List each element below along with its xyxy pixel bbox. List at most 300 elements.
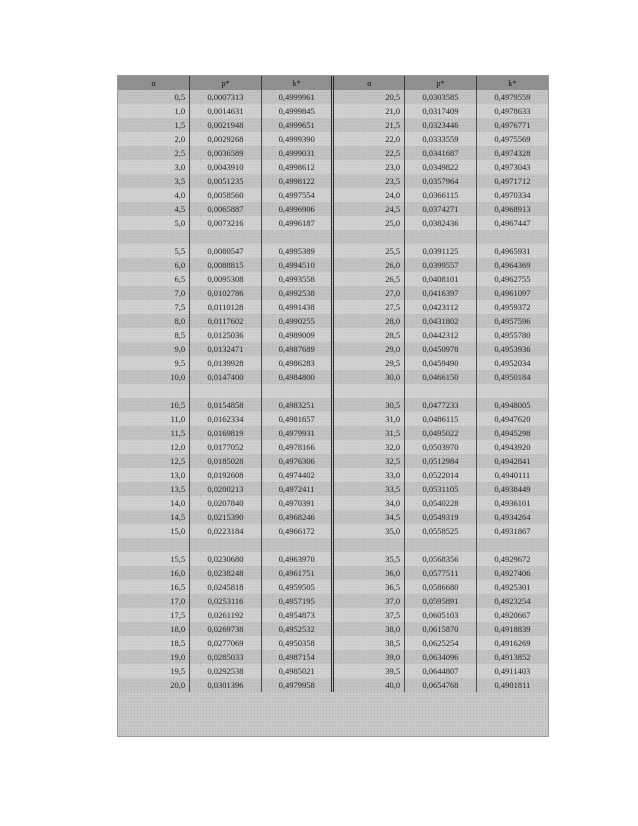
table-row	[118, 174, 548, 188]
cell-alpha-left: 6,0	[118, 258, 190, 272]
table-row	[118, 230, 548, 244]
table-row	[118, 356, 548, 370]
cell-k-right: 0,4952034	[494, 358, 531, 368]
cell-alpha-right: 37,5	[333, 608, 405, 622]
cell-p-right: 0,0317409	[405, 104, 477, 118]
table-row	[118, 650, 548, 664]
cell-alpha-right: 22,5	[333, 146, 405, 160]
cell-alpha-right: 33,5	[333, 482, 405, 496]
cell-alpha-left: 19,5	[118, 664, 190, 678]
cell-p-right: 0,0540228	[405, 496, 477, 510]
table-row	[118, 118, 548, 132]
cell-alpha-right: 33,0	[333, 468, 405, 482]
cell-k-right: 0,4957596	[494, 316, 531, 326]
cell-k-right: 0,4970334	[494, 190, 531, 200]
cell-alpha-left: 0,5	[118, 90, 190, 104]
cell-p-right: 0,0442312	[405, 328, 477, 342]
header-k-right: k*	[508, 78, 517, 88]
cell-alpha-left: 4,5	[118, 202, 190, 216]
cell-k-left: 0,4979931	[261, 426, 333, 440]
cell-k-right: 0,4918839	[494, 624, 531, 634]
cell-p-left: 0,0192608	[190, 468, 262, 482]
table-row	[118, 314, 548, 328]
table-row	[118, 468, 548, 482]
cell-alpha-right: 28,0	[333, 314, 405, 328]
cell-p-right: 0,0466150	[405, 370, 477, 384]
table-row	[118, 300, 548, 314]
cell-alpha-left: 7,5	[118, 300, 190, 314]
cell-alpha-right: 38,0	[333, 622, 405, 636]
cell-p-left: 0,0043910	[190, 160, 262, 174]
cell-alpha-right: 28,5	[333, 328, 405, 342]
cell-p-left: 0,0139928	[190, 356, 262, 370]
cell-p-right: 0,0423112	[405, 300, 477, 314]
cell-k-right: 0,4934264	[494, 512, 531, 522]
cell-p-left: 0,0065887	[190, 202, 262, 216]
cell-alpha-right: 31,0	[333, 412, 405, 426]
cell-alpha-left: 18,5	[118, 636, 190, 650]
cell-p-right: 0,0416397	[405, 286, 477, 300]
cell-k-left: 0,4998122	[261, 174, 333, 188]
header-p-right: p*	[405, 76, 477, 90]
cell-p-left: 0,0301396	[190, 678, 262, 692]
cell-k-right: 0,4938449	[494, 484, 531, 494]
cell-p-left: 0,0223184	[190, 524, 262, 538]
table-row	[118, 594, 548, 608]
cell-p-right: 0,0477233	[405, 398, 477, 412]
cell-alpha-right: 32,5	[333, 454, 405, 468]
cell-p-left: 0,0088815	[190, 258, 262, 272]
table-row	[118, 622, 548, 636]
cell-k-left: 0,4970391	[261, 496, 333, 510]
table-body	[118, 90, 548, 692]
cell-p-left: 0,0051235	[190, 174, 262, 188]
cell-k-left: 0,4979958	[261, 678, 333, 692]
table-row	[118, 384, 548, 398]
cell-alpha-left: 12,5	[118, 454, 190, 468]
cell-k-left: 0,4959505	[261, 580, 333, 594]
cell-alpha-right: 23,0	[333, 160, 405, 174]
cell-k-left: 0,4974402	[261, 468, 333, 482]
cell-p-left: 0,0261192	[190, 608, 262, 622]
cell-alpha-right: 34,0	[333, 496, 405, 510]
cell-p-right: 0,0605103	[405, 608, 477, 622]
cell-p-left: 0,0277069	[190, 636, 262, 650]
cell-p-right: 0,0323446	[405, 118, 477, 132]
cell-p-right: 0,0374271	[405, 202, 477, 216]
cell-p-left: 0,0132471	[190, 342, 262, 356]
cell-alpha-right: 25,5	[333, 244, 405, 258]
cell-k-right: 0,4964369	[494, 260, 531, 270]
cell-p-left: 0,0169819	[190, 426, 262, 440]
cell-k-right: 0,4901811	[494, 680, 531, 690]
cell-k-right	[476, 384, 548, 398]
cell-k-right: 0,4976771	[494, 120, 531, 130]
header-alpha-right: α	[333, 76, 405, 90]
cell-k-left: 0,4999390	[261, 132, 333, 146]
cell-p-left: 0,0253116	[190, 594, 262, 608]
cell-p-left: 0,0147400	[190, 370, 262, 384]
cell-alpha-right: 36,5	[333, 580, 405, 594]
table-row	[118, 244, 548, 258]
cell-k-left: 0,4961751	[261, 566, 333, 580]
cell-alpha-left: 1,0	[118, 104, 190, 118]
cell-k-right: 0,4911403	[494, 666, 531, 676]
table-row	[118, 188, 548, 202]
cell-alpha-left: 20,0	[118, 678, 190, 692]
table-row	[118, 412, 548, 426]
cell-p-right: 0,0586680	[405, 580, 477, 594]
cell-alpha-right: 29,5	[333, 356, 405, 370]
cell-k-left: 0,4987154	[261, 650, 333, 664]
table-header-row	[118, 76, 548, 90]
cell-alpha-left: 15,5	[118, 552, 190, 566]
cell-p-left: 0,0058560	[190, 188, 262, 202]
cell-p-right: 0,0568356	[405, 552, 477, 566]
cell-k-right: 0,4967447	[494, 218, 531, 228]
cell-p-right: 0,0341687	[405, 146, 477, 160]
cell-alpha-left	[118, 230, 190, 244]
table-row	[118, 454, 548, 468]
cell-k-right: 0,4974328	[494, 148, 531, 158]
header-alpha-left: α	[118, 76, 190, 90]
cell-k-right: 0,4931867	[494, 526, 531, 536]
table-row	[118, 426, 548, 440]
cell-alpha-left: 7,0	[118, 286, 190, 300]
cell-p-right: 0,0595891	[405, 594, 477, 608]
table-row	[118, 146, 548, 160]
cell-k-left: 0,4950358	[261, 636, 333, 650]
cell-k-left: 0,4992538	[261, 286, 333, 300]
cell-p-left: 0,0185028	[190, 454, 262, 468]
cell-p-right: 0,0495022	[405, 426, 477, 440]
cell-alpha-left: 9,0	[118, 342, 190, 356]
table-row	[118, 580, 548, 594]
cell-alpha-right: 26,0	[333, 258, 405, 272]
cell-p-right: 0,0625254	[405, 636, 477, 650]
cell-p-right: 0,0654768	[405, 678, 477, 692]
cell-alpha-right: 29,0	[333, 342, 405, 356]
cell-p-left: 0,0014631	[190, 104, 262, 118]
cell-p-right: 0,0558525	[405, 524, 477, 538]
cell-alpha-left: 5,0	[118, 216, 190, 230]
cell-p-left: 0,0007313	[190, 90, 262, 104]
cell-k-left: 0,4952532	[261, 622, 333, 636]
table-row	[118, 552, 548, 566]
cell-p-right: 0,0408101	[405, 272, 477, 286]
cell-k-right: 0,4965931	[494, 246, 531, 256]
cell-k-right: 0,4920667	[494, 610, 531, 620]
cell-alpha-right: 31,5	[333, 426, 405, 440]
cell-alpha-left: 8,5	[118, 328, 190, 342]
cell-k-left: 0,4976306	[261, 454, 333, 468]
cell-k-left: 0,4968246	[261, 510, 333, 524]
cell-p-left: 0,0125036	[190, 328, 262, 342]
cell-p-left: 0,0021948	[190, 118, 262, 132]
cell-k-right: 0,4925301	[494, 582, 531, 592]
cell-p-right: 0,0615870	[405, 622, 477, 636]
cell-alpha-right: 24,0	[333, 188, 405, 202]
cell-k-left: 0,4989009	[261, 328, 333, 342]
cell-k-left: 0,4991438	[261, 300, 333, 314]
cell-p-left	[190, 538, 262, 552]
cell-p-right: 0,0399557	[405, 258, 477, 272]
cell-p-left: 0,0029268	[190, 132, 262, 146]
cell-p-right: 0,0644807	[405, 664, 477, 678]
cell-k-right: 0,4913852	[494, 652, 531, 662]
cell-k-left: 0,4985021	[261, 664, 333, 678]
cell-k-right: 0,4959372	[494, 302, 531, 312]
scanned-table-page	[118, 76, 548, 736]
cell-p-left: 0,0036589	[190, 146, 262, 160]
cell-k-left: 0,4990255	[261, 314, 333, 328]
cell-p-left: 0,0162334	[190, 412, 262, 426]
cell-alpha-left: 19,0	[118, 650, 190, 664]
cell-alpha-right: 25,0	[333, 216, 405, 230]
table-row	[118, 678, 548, 692]
cell-p-right: 0,0549319	[405, 510, 477, 524]
cell-k-left: 0,4999651	[261, 118, 333, 132]
cell-p-right: 0,0577511	[405, 566, 477, 580]
cell-k-right: 0,4978633	[494, 106, 531, 116]
table-row	[118, 636, 548, 650]
cell-p-left: 0,0102786	[190, 286, 262, 300]
cell-p-right: 0,0366115	[405, 188, 477, 202]
cell-alpha-right: 20,5	[333, 90, 405, 104]
cell-p-right: 0,0522014	[405, 468, 477, 482]
cell-k-right: 0,4971712	[494, 176, 531, 186]
cell-alpha-right: 40,0	[333, 678, 405, 692]
cell-k-right: 0,4973043	[494, 162, 531, 172]
cell-p-left: 0,0177052	[190, 440, 262, 454]
cell-k-right: 0,4968913	[494, 204, 531, 214]
cell-alpha-left: 8,0	[118, 314, 190, 328]
cell-k-right: 0,4923254	[494, 596, 531, 606]
cell-alpha-right: 27,0	[333, 286, 405, 300]
cell-k-left: 0,4997554	[261, 188, 333, 202]
table-row	[118, 664, 548, 678]
cell-k-right: 0,4947620	[494, 414, 531, 424]
cell-k-left: 0,4981657	[261, 412, 333, 426]
table-row	[118, 524, 548, 538]
cell-alpha-left: 5,5	[118, 244, 190, 258]
cell-k-right: 0,4979559	[494, 92, 531, 102]
cell-k-left: 0,4954873	[261, 608, 333, 622]
cell-p-right: 0,0391125	[405, 244, 477, 258]
cell-p-right: 0,0503970	[405, 440, 477, 454]
cell-alpha-right: 21,0	[333, 104, 405, 118]
header-p-left: p*	[190, 76, 262, 90]
table-row	[118, 216, 548, 230]
cell-alpha-right: 27,5	[333, 300, 405, 314]
cell-alpha-right: 35,5	[333, 552, 405, 566]
cell-alpha-left	[118, 384, 190, 398]
cell-alpha-left: 12,0	[118, 440, 190, 454]
cell-p-left: 0,0200213	[190, 482, 262, 496]
cell-p-left: 0,0215390	[190, 510, 262, 524]
cell-p-left: 0,0207840	[190, 496, 262, 510]
cell-k-right: 0,4948005	[494, 400, 531, 410]
cell-p-left: 0,0073216	[190, 216, 262, 230]
cell-alpha-right: 30,0	[333, 370, 405, 384]
cell-alpha-left: 16,0	[118, 566, 190, 580]
cell-k-left: 0,4978166	[261, 440, 333, 454]
cell-k-left: 0,4963970	[261, 552, 333, 566]
cell-alpha-right: 24,5	[333, 202, 405, 216]
table-row	[118, 160, 548, 174]
cell-k-left: 0,4986283	[261, 356, 333, 370]
table-row	[118, 202, 548, 216]
cell-alpha-left: 17,0	[118, 594, 190, 608]
cell-alpha-left: 10,0	[118, 370, 190, 384]
cell-alpha-left: 13,0	[118, 468, 190, 482]
table-row	[118, 538, 548, 552]
cell-k-right: 0,4929672	[494, 554, 531, 564]
cell-k-right	[476, 538, 548, 552]
cell-k-right: 0,4961097	[494, 288, 531, 298]
cell-alpha-right: 39,5	[333, 664, 405, 678]
cell-p-right: 0,0357964	[405, 174, 477, 188]
table-row	[118, 132, 548, 146]
cell-alpha-left: 14,0	[118, 496, 190, 510]
cell-alpha-right: 26,5	[333, 272, 405, 286]
cell-k-left: 0,4993558	[261, 272, 333, 286]
cell-alpha-left: 11,5	[118, 426, 190, 440]
cell-k-right	[476, 230, 548, 244]
cell-alpha-right: 38,5	[333, 636, 405, 650]
table-row	[118, 398, 548, 412]
cell-p-left: 0,0110128	[190, 300, 262, 314]
cell-alpha-right: 34,5	[333, 510, 405, 524]
cell-k-left: 0,4983251	[261, 398, 333, 412]
cell-p-left: 0,0080547	[190, 244, 262, 258]
cell-p-left	[190, 384, 262, 398]
cell-p-right: 0,0349822	[405, 160, 477, 174]
cell-p-left: 0,0245818	[190, 580, 262, 594]
cell-p-right	[405, 384, 477, 398]
cell-alpha-left: 15,0	[118, 524, 190, 538]
table-row	[118, 496, 548, 510]
cell-p-left: 0,0238248	[190, 566, 262, 580]
cell-alpha-left: 3,0	[118, 160, 190, 174]
cell-alpha-left: 13,5	[118, 482, 190, 496]
cell-k-left: 0,4995389	[261, 244, 333, 258]
cell-p-left: 0,0117602	[190, 314, 262, 328]
cell-k-left: 0,4999845	[261, 104, 333, 118]
cell-k-left: 0,4966172	[261, 524, 333, 538]
cell-k-right: 0,4916269	[494, 638, 531, 648]
cell-alpha-left	[118, 538, 190, 552]
cell-alpha-left: 3,5	[118, 174, 190, 188]
cell-k-left	[261, 230, 333, 244]
cell-k-left: 0,4957195	[261, 594, 333, 608]
table-row	[118, 258, 548, 272]
cell-alpha-left: 18,0	[118, 622, 190, 636]
table-row	[118, 370, 548, 384]
cell-p-right: 0,0634096	[405, 650, 477, 664]
cell-alpha-left: 16,5	[118, 580, 190, 594]
cell-alpha-left: 9,5	[118, 356, 190, 370]
cell-alpha-left: 2,5	[118, 146, 190, 160]
cell-p-left: 0,0269738	[190, 622, 262, 636]
cell-alpha-right	[333, 384, 405, 398]
cell-alpha-left: 4,0	[118, 188, 190, 202]
table-row	[118, 272, 548, 286]
cell-alpha-right: 23,5	[333, 174, 405, 188]
cell-k-right: 0,4950184	[494, 372, 531, 382]
cell-alpha-right: 35,0	[333, 524, 405, 538]
cell-k-left: 0,4998612	[261, 160, 333, 174]
cell-p-right	[405, 230, 477, 244]
cell-k-right: 0,4955780	[494, 330, 531, 340]
cell-alpha-right: 39,0	[333, 650, 405, 664]
table-row	[118, 440, 548, 454]
cell-p-left: 0,0292538	[190, 664, 262, 678]
cell-k-left: 0,4987689	[261, 342, 333, 356]
table-row	[118, 328, 548, 342]
cell-alpha-left: 6,5	[118, 272, 190, 286]
cell-p-right: 0,0512984	[405, 454, 477, 468]
cell-p-left: 0,0154858	[190, 398, 262, 412]
cell-alpha-right: 30,5	[333, 398, 405, 412]
cell-k-left	[261, 538, 333, 552]
cell-k-left: 0,4972411	[261, 482, 333, 496]
cell-p-right: 0,0333559	[405, 132, 477, 146]
cell-p-left	[190, 230, 262, 244]
cell-k-right: 0,4945298	[494, 428, 531, 438]
header-k-left: k*	[261, 76, 333, 90]
table-row	[118, 566, 548, 580]
cell-k-left: 0,4984800	[261, 370, 333, 384]
cell-p-right: 0,0450978	[405, 342, 477, 356]
cell-p-right: 0,0531105	[405, 482, 477, 496]
cell-alpha-right: 21,5	[333, 118, 405, 132]
cell-k-right: 0,4975569	[494, 134, 531, 144]
table-row	[118, 510, 548, 524]
table-row	[118, 342, 548, 356]
cell-alpha-left: 10,5	[118, 398, 190, 412]
alpha-p-k-table	[118, 76, 548, 692]
cell-p-right: 0,0431802	[405, 314, 477, 328]
cell-p-left: 0,0095308	[190, 272, 262, 286]
cell-p-right	[405, 538, 477, 552]
cell-p-left: 0,0230680	[190, 552, 262, 566]
cell-k-left: 0,4999961	[261, 90, 333, 104]
table-row	[118, 608, 548, 622]
cell-k-left: 0,4996906	[261, 202, 333, 216]
cell-k-right: 0,4940111	[494, 470, 531, 480]
cell-alpha-right	[333, 230, 405, 244]
cell-k-left: 0,4999031	[261, 146, 333, 160]
cell-k-left	[261, 384, 333, 398]
cell-alpha-right: 36,0	[333, 566, 405, 580]
cell-p-right: 0,0459490	[405, 356, 477, 370]
cell-alpha-right: 22,0	[333, 132, 405, 146]
cell-k-right: 0,4953936	[494, 344, 531, 354]
cell-alpha-left: 17,5	[118, 608, 190, 622]
cell-k-right: 0,4943920	[494, 442, 531, 452]
cell-alpha-right: 37,0	[333, 594, 405, 608]
cell-k-left: 0,4994510	[261, 258, 333, 272]
cell-alpha-right	[333, 538, 405, 552]
cell-p-right: 0,0303585	[405, 90, 477, 104]
cell-k-right: 0,4962755	[494, 274, 531, 284]
cell-k-left: 0,4996187	[261, 216, 333, 230]
cell-alpha-left: 14,5	[118, 510, 190, 524]
table-row	[118, 90, 548, 104]
cell-alpha-left: 2,0	[118, 132, 190, 146]
cell-alpha-right: 32,0	[333, 440, 405, 454]
